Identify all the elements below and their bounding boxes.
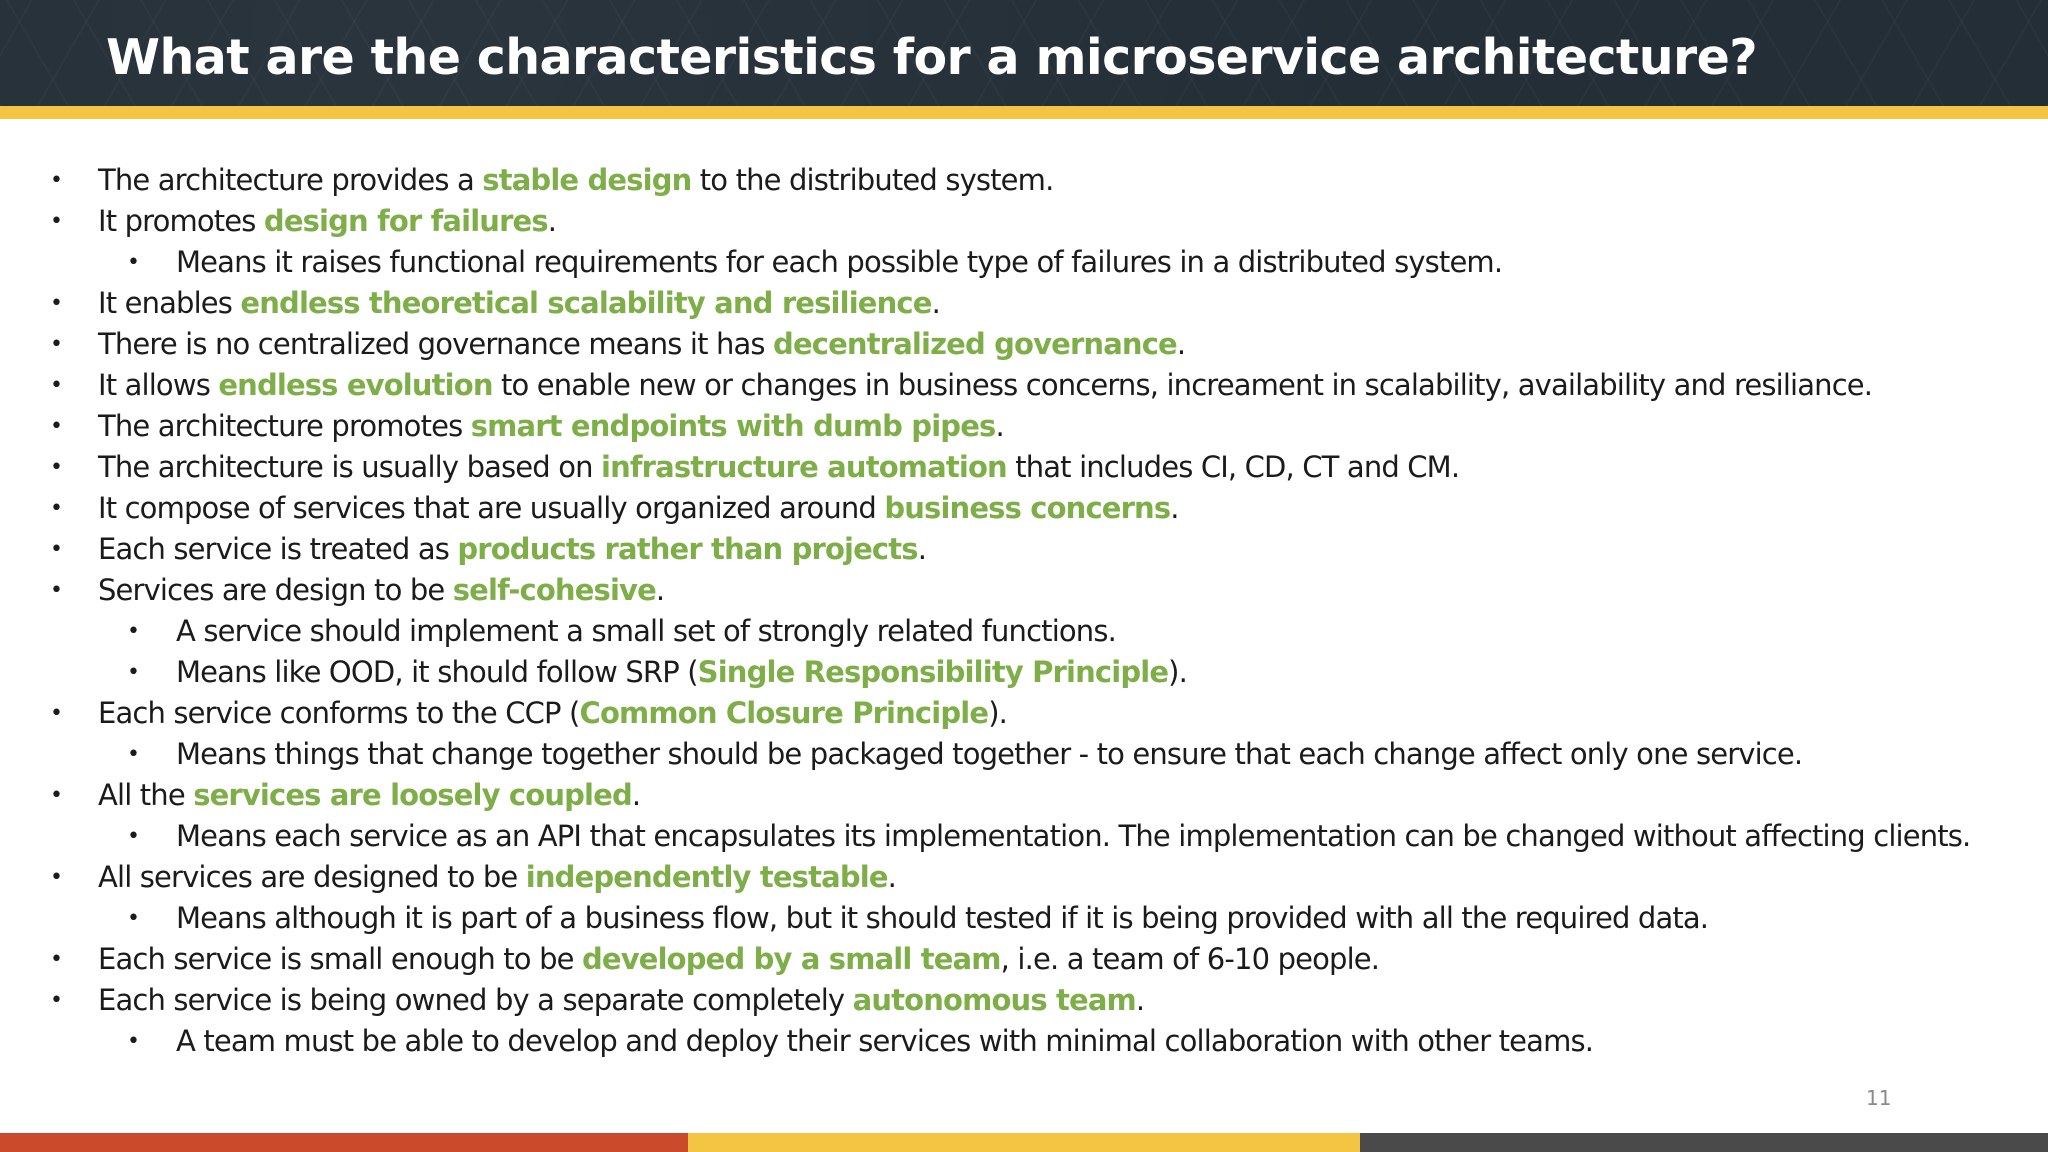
bullet-dot-icon: •	[127, 250, 140, 275]
bullet-dot-icon: •	[50, 865, 63, 890]
bullet-text	[98, 775, 640, 816]
footer-segment	[688, 1133, 1360, 1152]
bullet-text	[98, 529, 926, 570]
bullet-text	[98, 406, 1004, 447]
sub-bullet-item	[0, 242, 2048, 283]
text-run: A team must be able to develop and deploy their services with minimal collaboration with other teams.	[176, 1024, 1594, 1058]
bullet-dot-icon: •	[50, 988, 63, 1013]
text-run: .	[655, 573, 665, 607]
highlighted-term: business concerns	[884, 491, 1171, 525]
bullet-dot-icon: •	[127, 824, 140, 849]
highlighted-term: decentralized governance	[773, 327, 1177, 361]
header-accent-stripe	[0, 106, 2048, 119]
bullet-item	[0, 775, 2048, 816]
highlighted-term: Common Closure Principle	[579, 696, 989, 730]
bullet-text	[98, 980, 1144, 1021]
bullet-dot-icon: •	[50, 209, 63, 234]
bullet-dot-icon: •	[127, 742, 140, 767]
bullet-item	[0, 980, 2048, 1021]
text-run: Means each service as an API that encapsulates its implementation. The implementation can be changed without affecting clients.	[176, 819, 1971, 853]
bullet-text	[98, 693, 1007, 734]
text-run: The architecture is usually based on	[98, 450, 602, 484]
bullet-dot-icon: •	[127, 619, 140, 644]
highlighted-term: design for failures	[263, 204, 548, 238]
text-run: Each service is being owned by a separate completely	[98, 983, 853, 1017]
text-run: .	[917, 532, 927, 566]
text-run: All the	[98, 778, 194, 812]
bullet-item	[0, 570, 2048, 611]
highlighted-term: products rather than projects	[457, 532, 918, 566]
sub-bullet-item	[0, 734, 2048, 775]
bullet-item	[0, 324, 2048, 365]
bullet-text	[98, 160, 1053, 201]
bullet-dot-icon: •	[50, 947, 63, 972]
bullet-text	[98, 324, 1185, 365]
bullet-item	[0, 365, 2048, 406]
bullet-text	[176, 652, 1187, 693]
highlighted-term: independently testable	[525, 860, 888, 894]
bullet-dot-icon: •	[50, 455, 63, 480]
bullet-dot-icon: •	[50, 414, 63, 439]
text-run: , i.e. a team of 6-10 people.	[1000, 942, 1380, 976]
bullet-text	[176, 611, 1116, 652]
text-run: Each service conforms to the CCP (	[98, 696, 580, 730]
bullet-item	[0, 939, 2048, 980]
text-run: Each service is treated as	[98, 532, 458, 566]
bullet-item	[0, 447, 2048, 488]
footer-segment	[0, 1133, 688, 1152]
text-run: Each service is small enough to be	[98, 942, 582, 976]
text-run: ).	[988, 696, 1008, 730]
bullet-text	[98, 488, 1179, 529]
bullet-dot-icon: •	[50, 168, 63, 193]
text-run: It promotes	[98, 204, 264, 238]
text-run: A service should implement a small set of strongly related functions.	[176, 614, 1116, 648]
highlighted-term: infrastructure automation	[601, 450, 1007, 484]
bullet-text	[176, 898, 1708, 939]
bullet-dot-icon: •	[50, 701, 63, 726]
bullet-dot-icon: •	[127, 660, 140, 685]
bullet-item	[0, 857, 2048, 898]
bullet-item	[0, 160, 2048, 201]
text-run: to the distributed system.	[691, 163, 1054, 197]
text-run: The architecture promotes	[98, 409, 471, 443]
footer-color-bar	[0, 1133, 2048, 1152]
sub-bullet-item	[0, 611, 2048, 652]
bullet-text	[98, 365, 1872, 406]
bullet-text	[176, 242, 1502, 283]
bullet-text	[98, 201, 556, 242]
highlighted-term: endless evolution	[218, 368, 493, 402]
text-run: that includes CI, CD, CT and CM.	[1006, 450, 1460, 484]
bullet-text	[176, 816, 1970, 857]
bullet-text	[98, 570, 664, 611]
bullet-text	[176, 734, 1802, 775]
highlighted-term: services are loosely coupled	[193, 778, 632, 812]
text-run: There is no centralized governance means it has	[98, 327, 774, 361]
text-run: .	[631, 778, 641, 812]
text-run: .	[1176, 327, 1186, 361]
text-run: Means it raises functional requirements for each possible type of failures in a distributed system.	[176, 245, 1503, 279]
bullet-item	[0, 406, 2048, 447]
bullet-item	[0, 529, 2048, 570]
slide-header	[0, 0, 2048, 106]
text-run: Means like OOD, it should follow SRP (	[176, 655, 698, 689]
bullet-text	[98, 447, 1459, 488]
bullet-item	[0, 201, 2048, 242]
bullet-dot-icon: •	[127, 906, 140, 931]
bullet-dot-icon: •	[50, 578, 63, 603]
sub-bullet-item	[0, 1021, 2048, 1062]
bullet-text	[98, 939, 1379, 980]
text-run: It allows	[98, 368, 219, 402]
text-run: .	[1170, 491, 1179, 525]
page-number: 11	[1866, 1086, 1892, 1110]
text-run: .	[995, 409, 1004, 443]
bullet-dot-icon: •	[127, 1029, 140, 1054]
bullet-list	[0, 160, 2048, 1062]
text-run: .	[887, 860, 897, 894]
text-run: It compose of services that are usually organized around	[98, 491, 885, 525]
text-run: .	[547, 204, 557, 238]
text-run: The architecture provides a	[98, 163, 483, 197]
bullet-text	[98, 857, 896, 898]
bullet-dot-icon: •	[50, 783, 63, 808]
text-run: Means things that change together should be packaged together - to ensure that each change affect only one service.	[176, 737, 1803, 771]
bullet-dot-icon: •	[50, 537, 63, 562]
bullet-text	[176, 1021, 1593, 1062]
text-run: Services are design to be	[98, 573, 453, 607]
slide-title: What are the characteristics for a microservice architecture?	[106, 29, 1758, 86]
bullet-item	[0, 693, 2048, 734]
text-run: Means although it is part of a business flow, but it should tested if it is being provided with all the required data.	[176, 901, 1709, 935]
text-run: .	[931, 286, 940, 320]
highlighted-term: smart endpoints with dumb pipes	[470, 409, 996, 443]
bullet-item	[0, 283, 2048, 324]
text-run: ).	[1168, 655, 1187, 689]
bullet-dot-icon: •	[50, 373, 63, 398]
bullet-dot-icon: •	[50, 496, 63, 521]
footer-segment	[1360, 1133, 2048, 1152]
sub-bullet-item	[0, 816, 2048, 857]
text-run: .	[1135, 983, 1145, 1017]
highlighted-term: Single Responsibility Principle	[697, 655, 1169, 689]
bullet-item	[0, 488, 2048, 529]
bullet-dot-icon: •	[50, 291, 63, 316]
highlighted-term: self-cohesive	[452, 573, 656, 607]
text-run: All services are designed to be	[98, 860, 526, 894]
sub-bullet-item	[0, 652, 2048, 693]
text-run: It enables	[98, 286, 241, 320]
text-run: to enable new or changes in business concerns, increament in scalability, availability and resiliance.	[492, 368, 1873, 402]
highlighted-term: endless theoretical scalability and resilience	[240, 286, 932, 320]
bullet-dot-icon: •	[50, 332, 63, 357]
highlighted-term: stable design	[482, 163, 692, 197]
sub-bullet-item	[0, 898, 2048, 939]
bullet-text	[98, 283, 940, 324]
highlighted-term: developed by a small team	[581, 942, 1001, 976]
highlighted-term: autonomous team	[852, 983, 1136, 1017]
